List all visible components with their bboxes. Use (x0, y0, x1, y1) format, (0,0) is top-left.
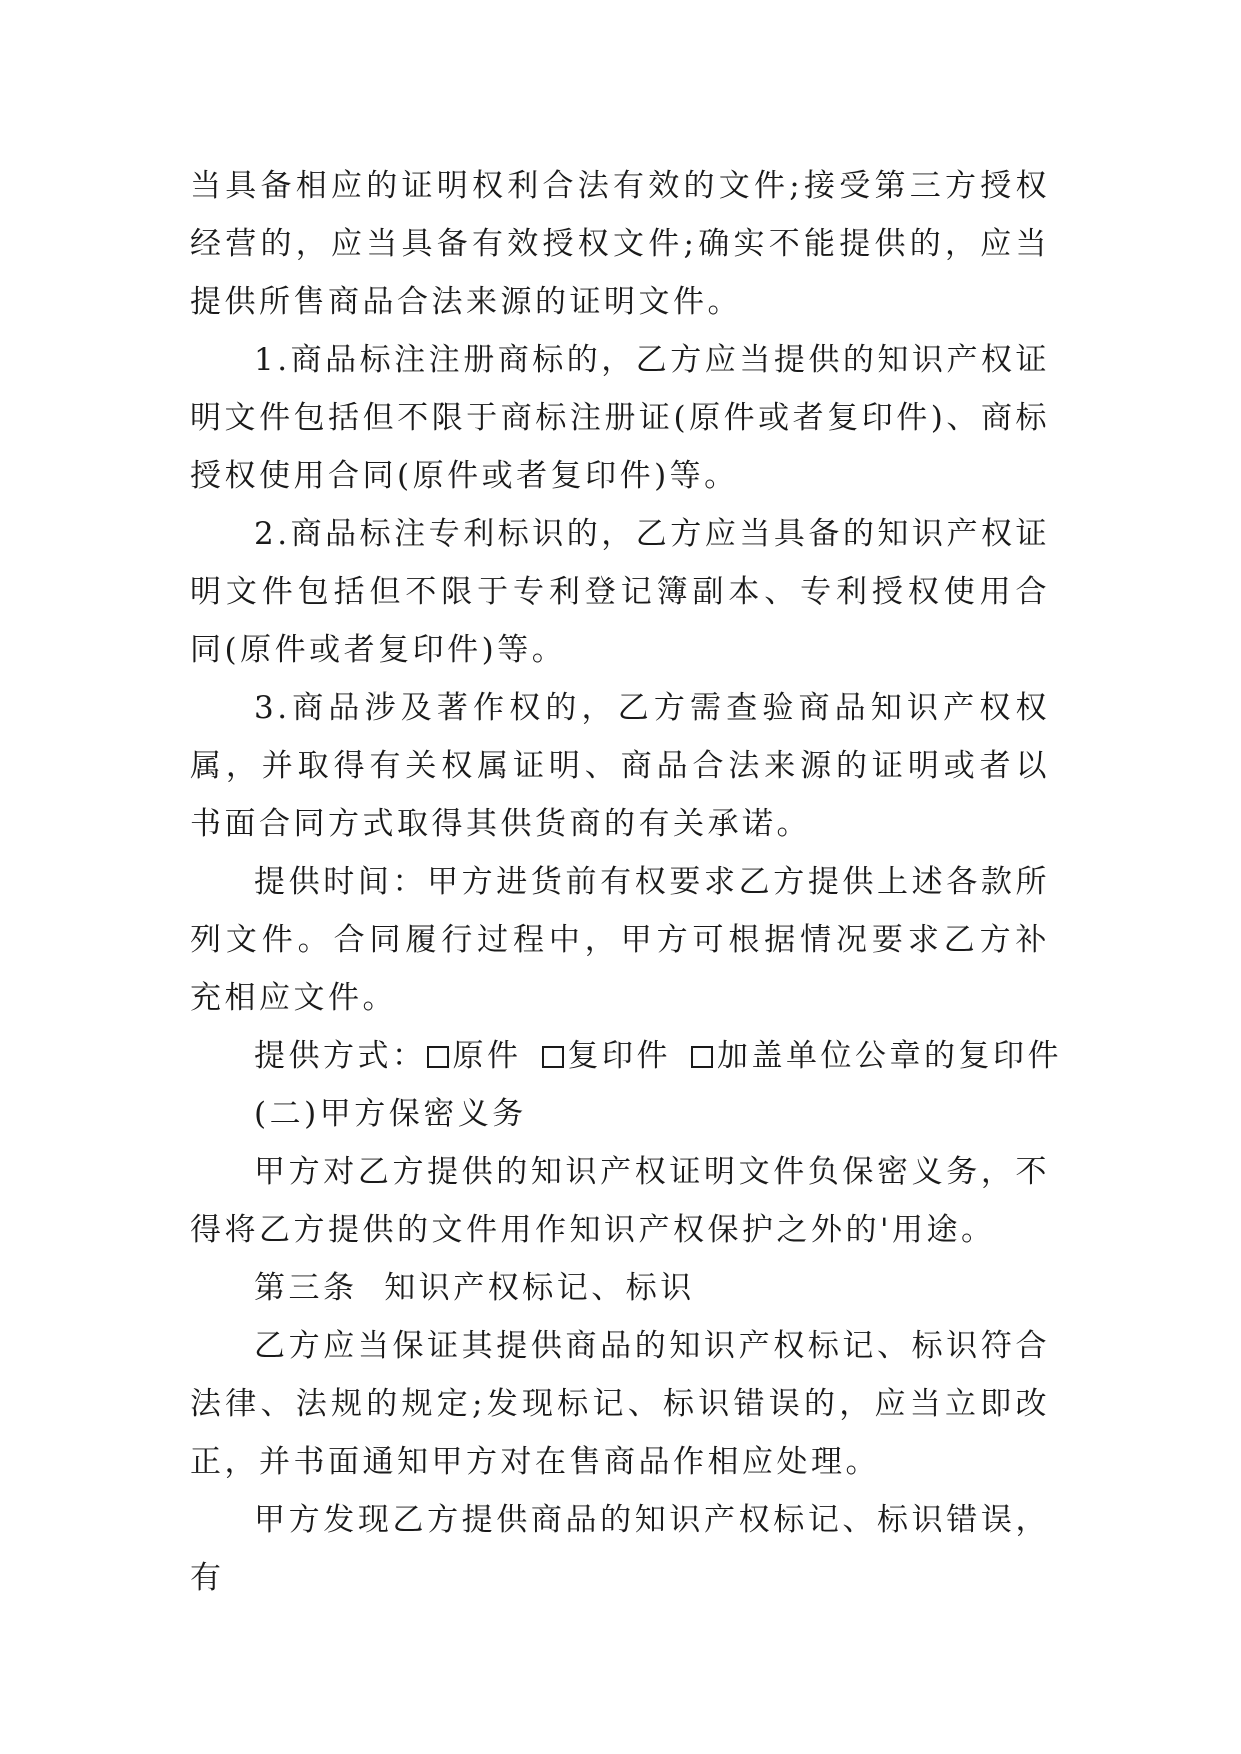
provide-method-line (190, 1027, 1062, 1085)
provide-method-label: 提供方式： (254, 1038, 427, 1074)
paragraph-confidentiality: 甲方对乙方提供的知识产权证明文件负保密义务，不得将乙方提供的文件用作知识产权保护之外的'用途。 (190, 1154, 1050, 1248)
paragraph-item-2-patent: 2.商品标注专利标识的，乙方应当具备的知识产权证明文件包括但不限于专利登记簿副本、专利授权使用合同(原件或者复印件)等。 (190, 516, 1050, 668)
paragraph-certificate-requirements: 当具备相应的证明权利合法有效的文件;接受第三方授权经营的，应当具备有效授权文件;确实不能提供的，应当提供所售商品合法来源的证明文件。 (190, 168, 1050, 320)
option-label: 原件 (452, 1038, 522, 1074)
option-original (427, 1038, 522, 1074)
checkbox-icon (691, 1046, 713, 1068)
option-label: 复印件 (567, 1038, 671, 1074)
paragraph-marking-error: 甲方发现乙方提供商品的知识产权标记、标识错误，有 (190, 1502, 1050, 1596)
document-page (190, 157, 1062, 1607)
option-label: 加盖单位公章的复印件 (717, 1038, 1062, 1074)
option-sealed-copy (691, 1038, 1062, 1074)
paragraph-item-1-trademark: 1.商品标注注册商标的，乙方应当提供的知识产权证明文件包括但不限于商标注册证(原件或者复印件)、商标授权使用合同(原件或者复印件)等。 (190, 342, 1050, 494)
paragraph-marking-compliance: 乙方应当保证其提供商品的知识产权标记、标识符合法律、法规的规定;发现标记、标识错误的，应当立即改正，并书面通知甲方对在售商品作相应处理。 (190, 1328, 1050, 1480)
checkbox-icon (427, 1046, 449, 1068)
option-copy (542, 1038, 672, 1074)
paragraph-item-3-copyright: 3.商品涉及著作权的，乙方需查验商品知识产权权属，并取得有关权属证明、商品合法来源的证明或者以书面合同方式取得其供货商的有关承诺。 (190, 690, 1050, 842)
paragraph-provide-time: 提供时间：甲方进货前有权要求乙方提供上述各款所列文件。合同履行过程中，甲方可根据情况要求乙方补充相应文件。 (190, 864, 1050, 1016)
section-heading-confidentiality: (二)甲方保密义务 (254, 1096, 527, 1132)
checkbox-icon (542, 1046, 564, 1068)
article-heading-3: 第三条 知识产权标记、标识 (254, 1270, 695, 1306)
